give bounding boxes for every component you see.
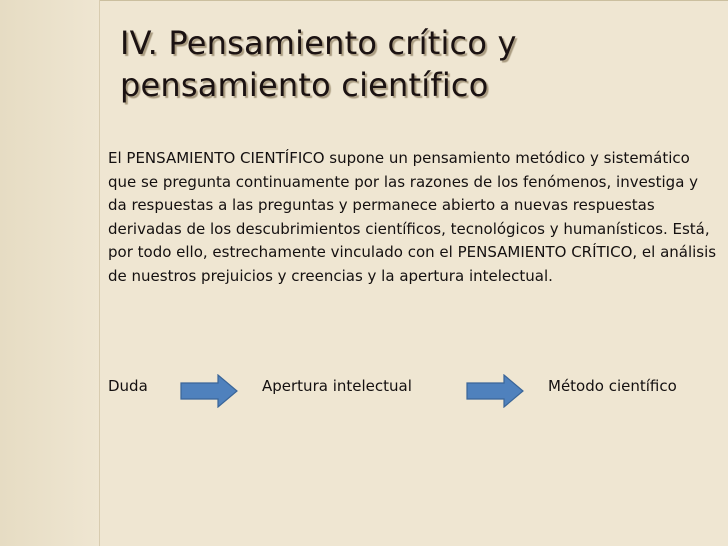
frame-divider: [99, 0, 100, 546]
flow-step-duda: Duda: [108, 377, 148, 395]
flow-step-metodo: Método científico: [548, 377, 677, 395]
frame-top-line: [100, 0, 728, 1]
body-paragraph: El PENSAMIENTO CIENTÍFICO supone un pensamiento metódico y sistemático que se pregunta continuamente por las razones de los fenómenos, investiga y da respuestas a las preguntas y permanece abierto a nuevas respuestas derivadas de los descubrimientos científicos, tecnológicos y humanísticos. Está, por todo ello, estrechamente vinculado con el PENSAMIENTO CRÍTICO, el análisis de nuestros prejuicios y creencias y la apertura intelectual.: [108, 149, 717, 285]
title-line-1: IV. Pensamiento crítico y: [120, 24, 517, 62]
title-line-2: pensamiento científico: [120, 66, 489, 104]
right-arrow-icon: [466, 374, 524, 408]
left-decorative-band: [0, 0, 100, 546]
right-arrow-icon: [180, 374, 238, 408]
flow-step-apertura: Apertura intelectual: [262, 377, 412, 395]
slide-title: [120, 22, 680, 106]
